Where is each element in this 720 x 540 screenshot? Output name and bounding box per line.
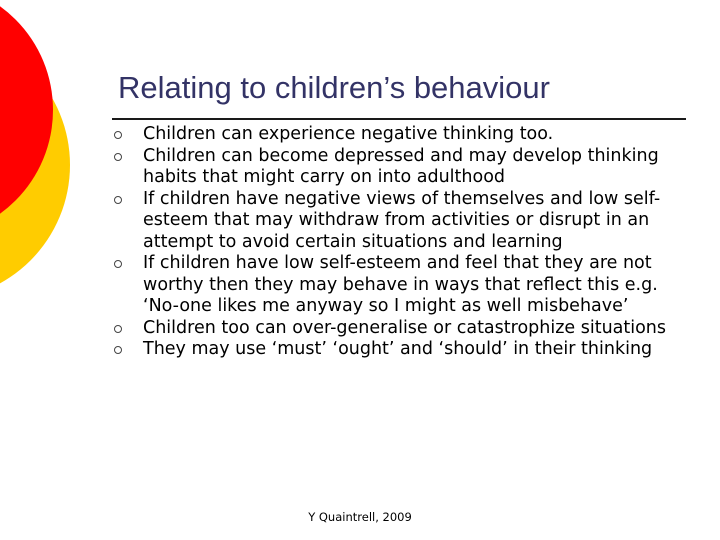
- bullet-text: Children too can over-generalise or catastrophize situations: [143, 317, 667, 338]
- bullet-circle-icon: [114, 196, 122, 204]
- bullet-circle-icon: [114, 153, 122, 161]
- bullet-circle-icon: [114, 325, 122, 333]
- bullet-text: Children can experience negative thinking too.: [143, 124, 554, 144]
- bullet-text: They may use ‘must’ ‘ought’ and ‘should’ in their thinking: [143, 339, 653, 359]
- bullet-item: [112, 253, 692, 318]
- bullet-circle-icon: [114, 346, 122, 354]
- bullet-circle-icon: [114, 131, 122, 139]
- decorative-circles: [0, 0, 80, 300]
- bullet-item: [112, 146, 692, 189]
- title-divider: [112, 118, 686, 120]
- circles-graphic: [0, 0, 80, 300]
- bullet-text: If children have low self-esteem and feel that they are not worthy then they may behave in ways that reflect this e.g. ‘No-one likes me anyway so I might as well misbehave’: [143, 253, 658, 316]
- bullet-text: Children can become depressed and may develop thinking habits that might carry on into adulthood: [143, 145, 659, 187]
- bullet-text: If children have negative views of themselves and low self-esteem that may withdraw from activities or disrupt in an attempt to avoid certain situations and learning: [143, 188, 661, 252]
- bullet-item: [112, 124, 692, 146]
- bullet-item: [112, 339, 692, 361]
- footer-credit: Y Quaintrell, 2009: [308, 510, 412, 524]
- bullet-item: [112, 189, 692, 254]
- bullet-list: [112, 124, 692, 361]
- bullet-item: [112, 318, 692, 340]
- bullet-circle-icon: [114, 260, 122, 268]
- slide-title: Relating to children’s behaviour: [118, 70, 550, 105]
